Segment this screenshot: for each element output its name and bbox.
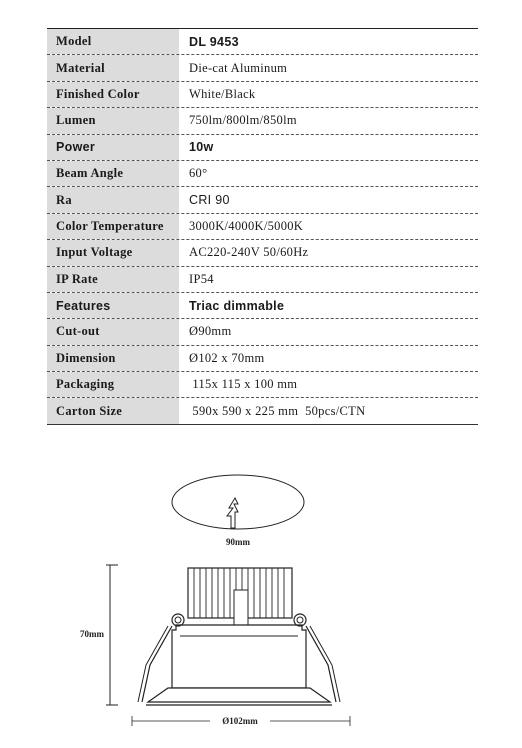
spec-value: IP54 [189, 271, 214, 286]
spec-row-ra [47, 187, 478, 213]
spec-label: Lumen [47, 108, 179, 133]
spec-label: Ra [47, 187, 179, 212]
spec-label: Model [47, 29, 179, 54]
spec-row-ip-rate [47, 267, 478, 293]
spec-value: Ø90mm [189, 324, 232, 339]
downlight-body [138, 568, 340, 705]
spec-row-finished-color [47, 82, 478, 108]
spec-row-carton-size [47, 398, 478, 424]
cutout-label: 90mm [226, 537, 250, 547]
spec-label: IP Rate [47, 267, 179, 292]
spec-label: Color Temperature [47, 214, 179, 239]
spec-table [47, 28, 478, 425]
spec-value: DL 9453 [189, 34, 239, 49]
spec-label: Power [47, 135, 179, 160]
spec-value: Ø102 x 70mm [189, 350, 265, 365]
spec-value: Triac dimmable [189, 298, 285, 313]
spec-value: 590x 590 x 225 mm 50pcs/CTN [189, 403, 366, 418]
spec-label: Dimension [47, 346, 179, 371]
spec-value: CRI 90 [189, 193, 230, 208]
spec-label: Cut-out [47, 319, 179, 344]
spec-value: AC220-240V 50/60Hz [189, 245, 309, 260]
width-label: Ø102mm [222, 716, 258, 726]
spec-label: Carton Size [47, 398, 179, 423]
spec-label: Features [47, 293, 179, 318]
spec-row-features [47, 293, 478, 319]
spec-label: Beam Angle [47, 161, 179, 186]
height-label: 70mm [80, 629, 104, 639]
spec-row-dimension [47, 346, 478, 372]
spec-value: 3000K/4000K/5000K [189, 218, 304, 233]
spec-row-input-voltage [47, 240, 478, 266]
height-dimension-line [106, 565, 118, 705]
spec-label: Finished Color [47, 82, 179, 107]
spec-row-packaging [47, 372, 478, 398]
spec-label: Input Voltage [47, 240, 179, 265]
spec-value: 750lm/800lm/850lm [189, 113, 297, 128]
spec-value: White/Black [189, 86, 256, 101]
spec-value: Die-cat Aluminum [189, 60, 288, 75]
dimension-arrow-icon [227, 498, 238, 528]
spec-row-model [47, 29, 478, 55]
spec-label: Material [47, 55, 179, 80]
spec-row-material [47, 55, 478, 81]
spec-label: Packaging [47, 372, 179, 397]
spec-value: 115x 115 x 100 mm [189, 377, 298, 392]
spec-row-lumen [47, 108, 478, 134]
spec-row-cut-out [47, 319, 478, 345]
spec-row-beam-angle [47, 161, 478, 187]
cutout-ellipse [172, 475, 304, 529]
spec-row-color-temperature [47, 214, 478, 240]
spec-row-power [47, 135, 478, 161]
spec-value: 10w [189, 140, 214, 155]
product-drawing [0, 440, 522, 748]
spec-value: 60° [189, 166, 208, 181]
